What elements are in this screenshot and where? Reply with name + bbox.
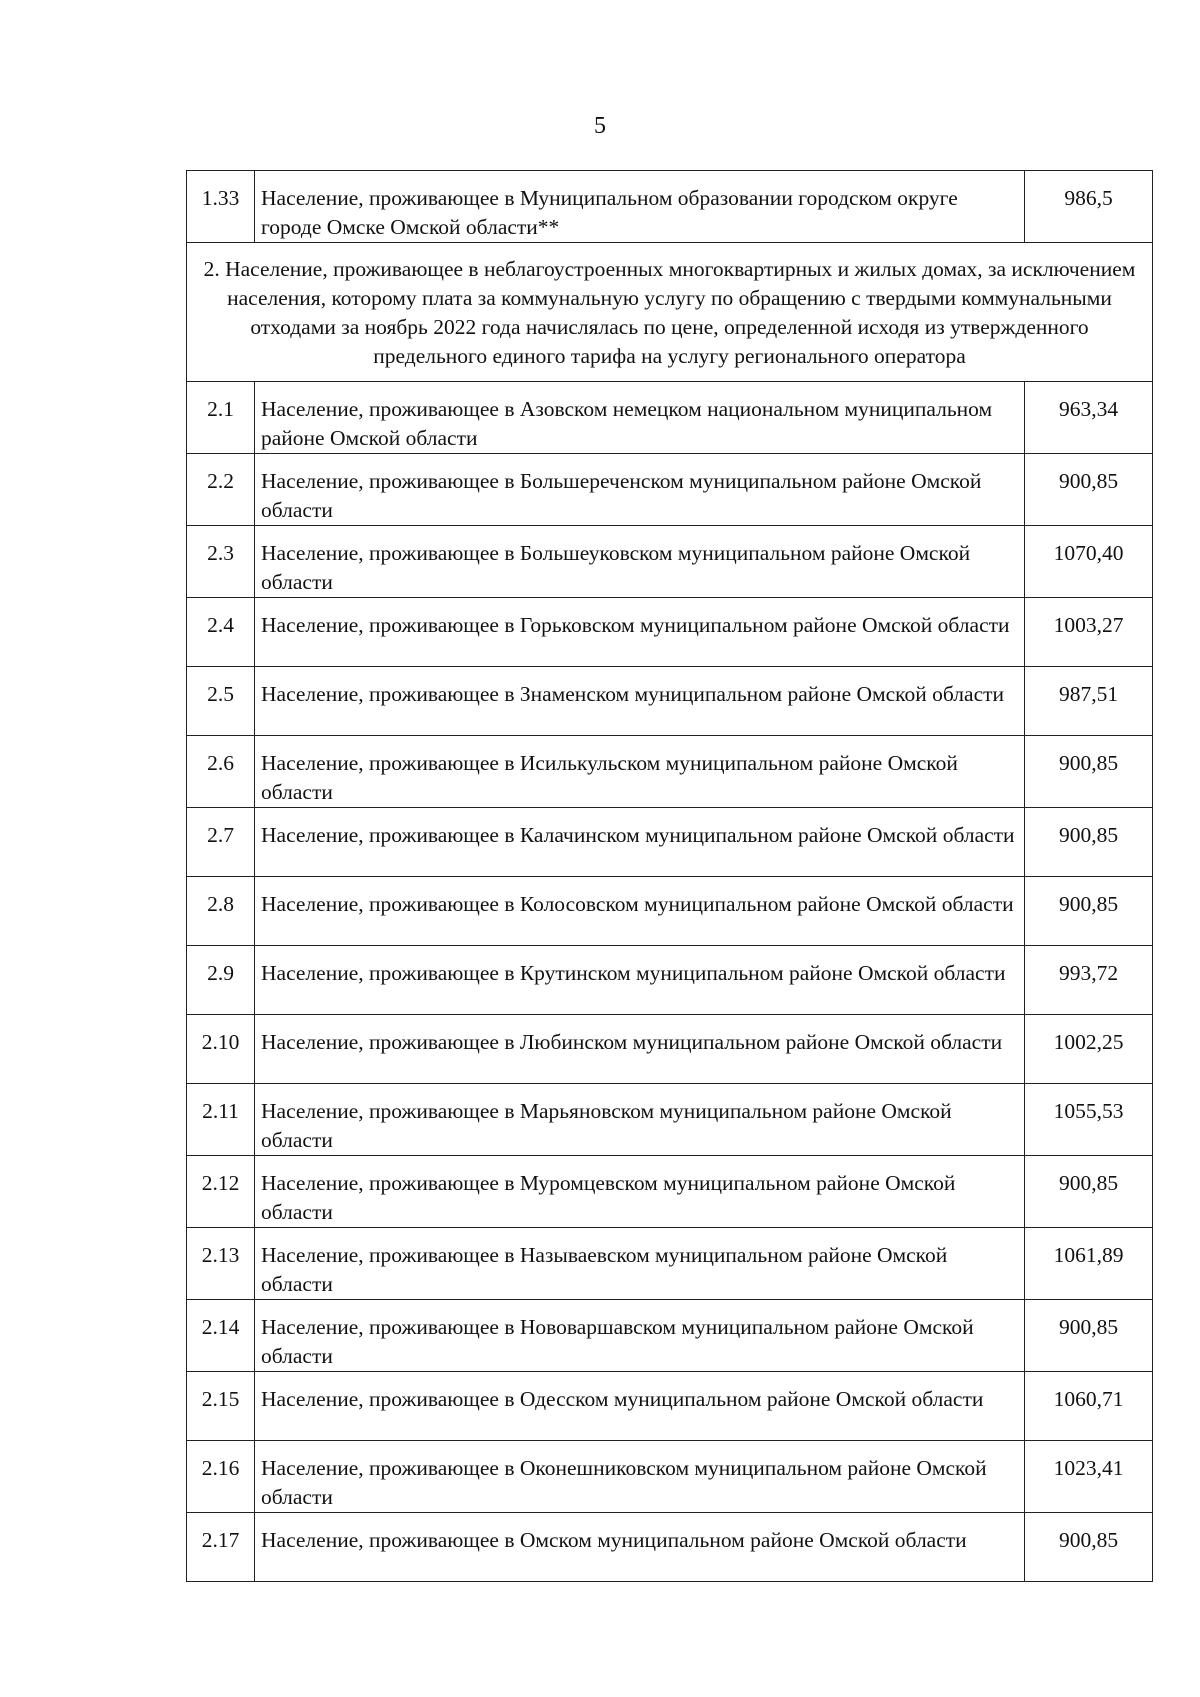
table-row: [187, 1513, 1153, 1582]
section-header: 2. Население, проживающее в неблагоустроенных многоквартирных и жилых домах, за исключением населения, которому плата за коммунальную услугу по обращению с твердыми коммунальными отходами за ноябрь 2022 года начислялась по цене, определенной исходя из утвержденного предельного единого тарифа на услугу регионального оператора: [187, 243, 1153, 382]
row-number: 2.12: [187, 1156, 255, 1228]
row-number: 2.14: [187, 1300, 255, 1372]
row-description: Население, проживающее в Нововаршавском муниципальном районе Омской области: [255, 1300, 1025, 1372]
table-row: [187, 736, 1153, 808]
row-description: Население, проживающее в Горьковском муниципальном районе Омской области: [255, 598, 1025, 667]
row-value: 1060,71: [1025, 1372, 1153, 1441]
row-number: 2.15: [187, 1372, 255, 1441]
row-description: Население, проживающее в Муромцевском муниципальном районе Омской области: [255, 1156, 1025, 1228]
table-row: [187, 1156, 1153, 1228]
row-number: 2.1: [187, 382, 255, 454]
row-number: 2.6: [187, 736, 255, 808]
row-description: Население, проживающее в Азовском немецком национальном муниципальном районе Омской области: [255, 382, 1025, 454]
row-description: Население, проживающее в Одесском муниципальном районе Омской области: [255, 1372, 1025, 1441]
table-row: [187, 454, 1153, 526]
row-description: Население, проживающее в Большеуковском муниципальном районе Омской области: [255, 526, 1025, 598]
table-row: [187, 1300, 1153, 1372]
table-row: [187, 382, 1153, 454]
table-row: [187, 1228, 1153, 1300]
table-row: [187, 1372, 1153, 1441]
row-value: 1055,53: [1025, 1084, 1153, 1156]
table-row: [187, 808, 1153, 877]
row-description: Население, проживающее в Называевском муниципальном районе Омской области: [255, 1228, 1025, 1300]
row-number: 2.8: [187, 877, 255, 946]
row-number: 2.16: [187, 1441, 255, 1513]
row-value: 900,85: [1025, 454, 1153, 526]
table-row: [187, 877, 1153, 946]
row-value: 987,51: [1025, 667, 1153, 736]
row-number: 2.4: [187, 598, 255, 667]
table-row: [187, 171, 1153, 243]
section-header-row: [187, 243, 1153, 382]
table-row: [187, 1441, 1153, 1513]
row-description: Население, проживающее в Муниципальном образовании городском округе городе Омске Омской области**: [255, 171, 1025, 243]
row-number: 2.3: [187, 526, 255, 598]
row-description: Население, проживающее в Исилькульском муниципальном районе Омской области: [255, 736, 1025, 808]
row-description: Население, проживающее в Омском муниципальном районе Омской области: [255, 1513, 1025, 1582]
row-value: 900,85: [1025, 736, 1153, 808]
table-row: [187, 946, 1153, 1015]
row-value: 900,85: [1025, 808, 1153, 877]
table-row: [187, 1084, 1153, 1156]
row-value: 900,85: [1025, 877, 1153, 946]
row-description: Население, проживающее в Оконешниковском муниципальном районе Омской области: [255, 1441, 1025, 1513]
table-row: [187, 1015, 1153, 1084]
row-description: Население, проживающее в Знаменском муниципальном районе Омской области: [255, 667, 1025, 736]
row-number: 2.10: [187, 1015, 255, 1084]
row-description: Население, проживающее в Большереченском муниципальном районе Омской области: [255, 454, 1025, 526]
tariff-table: [186, 170, 1153, 1582]
row-value: 963,34: [1025, 382, 1153, 454]
row-number: 1.33: [187, 171, 255, 243]
row-number: 2.11: [187, 1084, 255, 1156]
page-number: 5: [594, 113, 606, 139]
row-value: 1070,40: [1025, 526, 1153, 598]
row-number: 2.9: [187, 946, 255, 1015]
row-description: Население, проживающее в Любинском муниципальном районе Омской области: [255, 1015, 1025, 1084]
table-row: [187, 667, 1153, 736]
row-description: Население, проживающее в Крутинском муниципальном районе Омской области: [255, 946, 1025, 1015]
row-number: 2.2: [187, 454, 255, 526]
row-number: 2.7: [187, 808, 255, 877]
table-row: [187, 526, 1153, 598]
row-number: 2.5: [187, 667, 255, 736]
row-value: 1002,25: [1025, 1015, 1153, 1084]
row-value: 986,5: [1025, 171, 1153, 243]
row-value: 1061,89: [1025, 1228, 1153, 1300]
row-number: 2.13: [187, 1228, 255, 1300]
row-value: 900,85: [1025, 1513, 1153, 1582]
table-row: [187, 598, 1153, 667]
row-value: 900,85: [1025, 1300, 1153, 1372]
row-description: Население, проживающее в Колосовском муниципальном районе Омской области: [255, 877, 1025, 946]
row-value: 900,85: [1025, 1156, 1153, 1228]
row-description: Население, проживающее в Марьяновском муниципальном районе Омской области: [255, 1084, 1025, 1156]
row-value: 1023,41: [1025, 1441, 1153, 1513]
row-number: 2.17: [187, 1513, 255, 1582]
row-description: Население, проживающее в Калачинском муниципальном районе Омской области: [255, 808, 1025, 877]
row-value: 993,72: [1025, 946, 1153, 1015]
row-value: 1003,27: [1025, 598, 1153, 667]
